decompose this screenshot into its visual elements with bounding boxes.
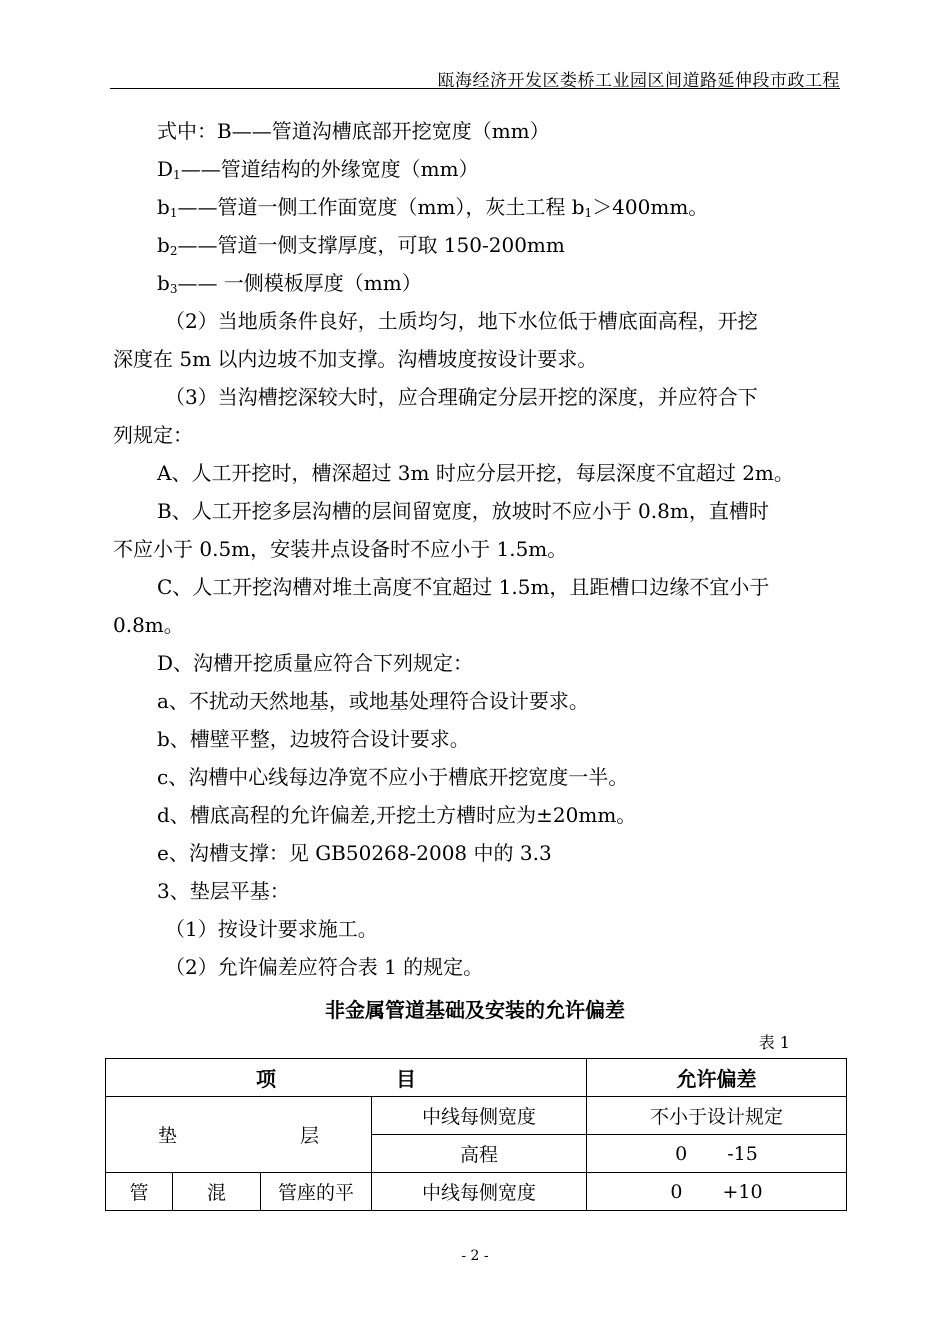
category-cell: 垫 层: [106, 1097, 372, 1173]
table-title: 非金属管道基础及安装的允许偏差: [325, 998, 625, 1022]
table-row: [106, 1097, 847, 1135]
paragraph-line: a、不扰动天然地基，或地基处理符合设计要求。: [157, 689, 589, 713]
paragraph-line: c、沟槽中心线每边净宽不应小于槽底开挖宽度一半。: [157, 765, 629, 789]
paragraph-line: b、槽壁平整，边坡符合设计要求。: [157, 727, 470, 751]
running-header: 瓯海经济开发区娄桥工业园区间道路延伸段市政工程: [437, 71, 840, 91]
paragraph-line: d、槽底高程的允许偏差,开挖土方槽时应为±20mm。: [157, 803, 637, 827]
paragraph-line: A、人工开挖时，槽深超过 3m 时应分层开挖，每层深度不宜超过 2m。: [157, 461, 794, 485]
category-cell: 混: [173, 1173, 261, 1211]
paragraph-line: e、沟槽支撑：见 GB50268-2008 中的 3.3: [157, 841, 552, 865]
header-rule: [110, 88, 840, 89]
page-number: - 2 -: [461, 1248, 489, 1264]
tolerance-cell: 0 +10: [587, 1173, 847, 1211]
paragraph-line: 深度在 5m 以内边坡不加支撑。沟槽坡度按设计要求。: [113, 347, 598, 371]
paragraph-line: B、人工开挖多层沟槽的层间留宽度，放坡时不应小于 0.8m，直槽时: [157, 499, 769, 523]
category-cell: 管: [106, 1173, 173, 1211]
category-cell: 管座的平: [261, 1173, 372, 1211]
paragraph-line: $D_1——$管道结构的外缘宽度（mm）: [157, 157, 479, 182]
table-number: 表 1: [758, 1033, 790, 1052]
sub-item-cell: 中线每侧宽度: [372, 1173, 587, 1211]
paragraph-line: 0.8m。: [113, 613, 184, 637]
header-item-cell: 项 目: [106, 1059, 587, 1097]
paragraph-line: C、人工开挖沟槽对堆土高度不宜超过 1.5m，且距槽口边缘不宜小于: [157, 575, 770, 599]
paragraph-line: $b_2——$管道一侧支撑厚度，可取 150-200mm: [157, 233, 565, 258]
tolerance-cell: 不小于设计规定: [587, 1097, 847, 1135]
table-header-row: [106, 1059, 847, 1097]
tolerance-cell: 0 -15: [587, 1135, 847, 1173]
paragraph-line: 不应小于 0.5m，安装井点设备时不应小于 1.5m。: [113, 537, 568, 561]
sub-item-cell: 高程: [372, 1135, 587, 1173]
paragraph-line: 式中：B——管道沟槽底部开挖宽度（mm）: [157, 119, 550, 143]
paragraph-line: $b_3——$ 一侧模板厚度（mm）: [157, 271, 422, 296]
tolerance-table: [105, 1058, 847, 1211]
paragraph-line: （2）当地质条件良好，土质均匀，地下水位低于槽底面高程，开挖: [165, 309, 758, 333]
sub-item-cell: 中线每侧宽度: [372, 1097, 587, 1135]
paragraph-line: $b_1——$管道一侧工作面宽度（mm），灰土工程 $b_1>400mm$。: [157, 195, 709, 220]
table-row: [106, 1173, 847, 1211]
paragraph-line: 列规定：: [113, 423, 193, 447]
paragraph-line: （1）按设计要求施工。: [165, 917, 378, 941]
paragraph-line: D、沟槽开挖质量应符合下列规定：: [157, 651, 474, 675]
paragraph-line: （3）当沟槽挖深较大时，应合理确定分层开挖的深度，并应符合下: [165, 385, 758, 409]
paragraph-line: （2）允许偏差应符合表 1 的规定。: [165, 955, 484, 979]
document-body: [113, 112, 838, 986]
paragraph-line: 3、垫层平基：: [157, 879, 290, 903]
header-tolerance-cell: 允许偏差: [587, 1059, 847, 1097]
